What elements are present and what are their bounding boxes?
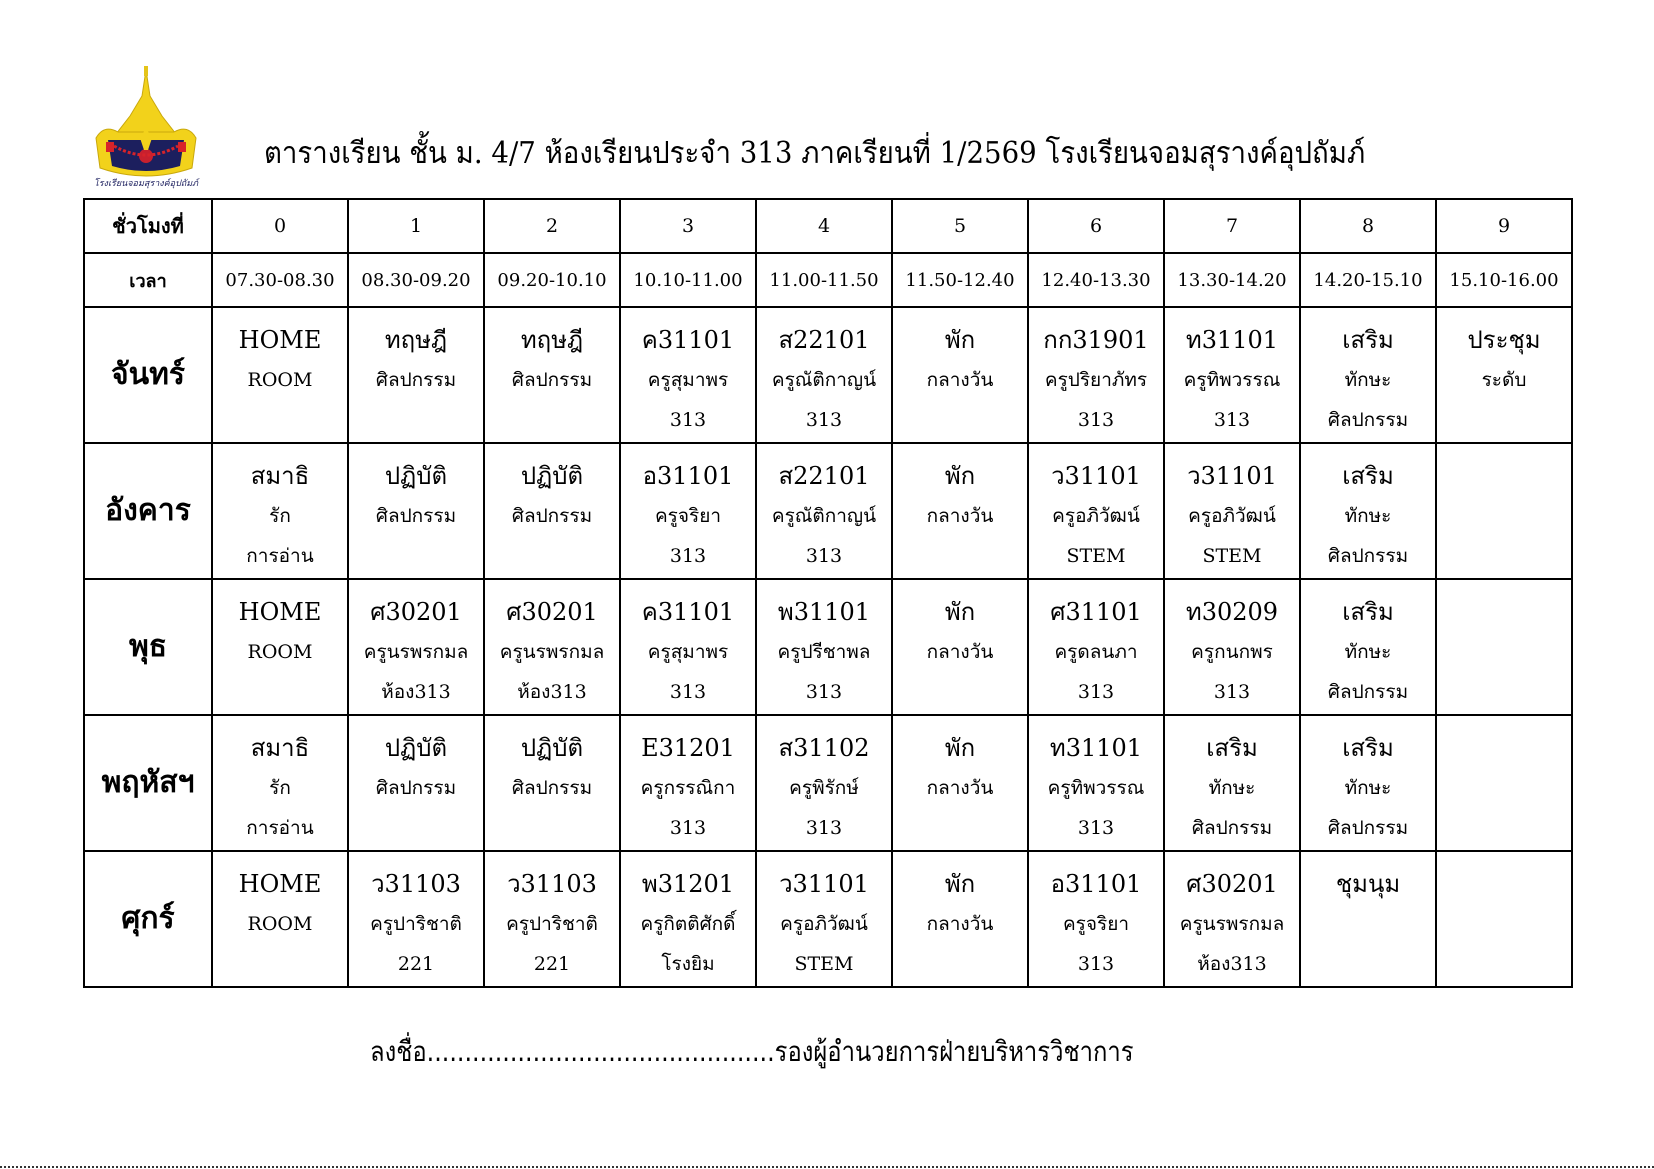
period-number: 0 [212,199,348,253]
subject-code: พ31101 [777,598,871,626]
teacher-name: ครูปรีชาพล [777,641,871,663]
subject-code: อ31101 [642,462,734,490]
teacher-name: กลางวัน [926,777,994,799]
period-number: 5 [892,199,1028,253]
room: STEM [1066,545,1126,567]
room: ห้อง313 [517,681,587,703]
timetable [83,198,1573,988]
subject-code: HOME [238,870,322,898]
schedule-cell [892,851,1028,987]
schedule-cell [1164,307,1300,443]
day-row [84,579,1572,715]
period-number: 4 [756,199,892,253]
signature-line: ลงชื่อ..............................................รองผู้อำนวยการฝ่ายบริหารวิชาการ [370,1035,1134,1068]
time-slot: 10.10-11.00 [620,253,756,307]
teacher-name: กลางวัน [926,505,994,527]
teacher-name: กลางวัน [926,369,994,391]
teacher-name: ROOM [247,641,313,663]
period-number: 8 [1300,199,1436,253]
room: 313 [1213,409,1251,431]
subject-code: ศ30201 [370,598,462,626]
subject-code: ว31103 [507,870,597,898]
subject-code: ส22101 [778,462,870,490]
schedule-cell [756,579,892,715]
teacher-name: ครูปาริชาติ [506,913,598,935]
teacher-name: ศิลปกรรม [511,777,593,799]
subject-code: พัก [944,598,976,626]
time-slot: 12.40-13.30 [1028,253,1164,307]
time-slot: 07.30-08.30 [212,253,348,307]
room: 313 [805,409,843,431]
teacher-name: ครูนรพรกมล [363,641,469,663]
teacher-name: ครูปริยาภัทร [1044,369,1148,391]
time-row [84,253,1572,307]
subject-code: ศ31101 [1050,598,1142,626]
time-slot: 09.20-10.10 [484,253,620,307]
schedule-cell [1164,443,1300,579]
teacher-name: ทักษะ [1344,777,1392,799]
subject-code: เสริม [1206,734,1258,762]
subject-code: ว31103 [371,870,461,898]
schedule-cell [892,443,1028,579]
teacher-name: ทักษะ [1344,505,1392,527]
room: ศิลปกรรม [1191,817,1273,839]
subject-code: ศ30201 [506,598,598,626]
schedule-cell [348,307,484,443]
schedule-cell [1436,579,1572,715]
day-row [84,851,1572,987]
teacher-name: ศิลปกรรม [375,777,457,799]
subject-code: ว31101 [779,870,869,898]
room: 313 [669,681,707,703]
teacher-name: ทักษะ [1208,777,1256,799]
time-slot: 08.30-09.20 [348,253,484,307]
schedule-cell [1164,851,1300,987]
period-header-row [84,199,1572,253]
page-title: ตารางเรียน ชั้น ม. 4/7 ห้องเรียนประจำ 313 ภาคเรียนที่ 1/2569 โรงเรียนจอมสุรางค์อุปถัมภ์ [264,136,1366,171]
schedule-cell [212,443,348,579]
schedule-cell [348,851,484,987]
subject-code: ปฏิบัติ [520,462,584,490]
teacher-name: ครูดลนภา [1054,641,1138,663]
room: STEM [1202,545,1262,567]
schedule-cell [348,715,484,851]
day-name: อังคาร [84,443,212,579]
teacher-name: ครูพิรักษ์ [789,777,859,799]
room: ศิลปกรรม [1327,409,1409,431]
subject-code: ท31101 [1185,326,1279,354]
period-number: 6 [1028,199,1164,253]
period-number: 9 [1436,199,1572,253]
subject-code: ปฏิบัติ [520,734,584,762]
subject-code: ท31101 [1049,734,1143,762]
subject-code: ปฏิบัติ [384,462,448,490]
subject-code: สมาธิ [250,462,310,490]
subject-code: พัก [944,734,976,762]
teacher-name: ศิลปกรรม [375,505,457,527]
subject-code: ประชุม [1467,326,1541,354]
schedule-cell [620,443,756,579]
teacher-name: ทักษะ [1344,641,1392,663]
room: ศิลปกรรม [1327,545,1409,567]
subject-code: พัก [944,326,976,354]
day-row [84,307,1572,443]
teacher-name: ครูกรรณิกา [640,777,736,799]
teacher-name: ครูจริยา [654,505,722,527]
subject-code: ค31101 [641,598,735,626]
subject-code: HOME [238,598,322,626]
bottom-divider [0,1166,1654,1168]
schedule-cell [756,715,892,851]
schedule-cell [484,851,620,987]
schedule-cell [892,579,1028,715]
schedule-cell [1436,307,1572,443]
day-name: พุธ [84,579,212,715]
day-name: ศุกร์ [84,851,212,987]
schedule-cell [756,443,892,579]
teacher-name: ศิลปกรรม [511,505,593,527]
schedule-cell [212,851,348,987]
subject-code: กก31901 [1043,326,1149,354]
schedule-cell [756,307,892,443]
room: 313 [805,681,843,703]
schedule-cell [892,715,1028,851]
schedule-cell [1164,579,1300,715]
room: 313 [1077,817,1115,839]
teacher-name: ROOM [247,913,313,935]
schedule-cell [620,851,756,987]
room: การอ่าน [246,545,314,567]
room: ศิลปกรรม [1327,681,1409,703]
school-logo [84,66,208,190]
subject-code: ปฏิบัติ [384,734,448,762]
teacher-name: กลางวัน [926,913,994,935]
schedule-cell [620,715,756,851]
period-number: 1 [348,199,484,253]
teacher-name: ศิลปกรรม [511,369,593,391]
teacher-name: ครูอภิวัฒน์ [780,913,868,935]
teacher-name: ครูสุมาพร [647,369,729,391]
subject-code: พ31201 [641,870,735,898]
subject-code: E31201 [641,734,735,762]
schedule-cell [620,307,756,443]
time-slot: 15.10-16.00 [1436,253,1572,307]
teacher-name: ครูสุมาพร [647,641,729,663]
schedule-cell [212,715,348,851]
schedule-cell [1300,443,1436,579]
svg-text:โรงเรียนจอมสุรางค์อุปถัมภ์: โรงเรียนจอมสุรางค์อุปถัมภ์ [93,179,199,189]
time-slot: 14.20-15.10 [1300,253,1436,307]
room: การอ่าน [246,817,314,839]
schedule-cell [1028,443,1164,579]
schedule-cell [348,443,484,579]
schedule-cell [756,851,892,987]
day-name: พฤหัสฯ [84,715,212,851]
schedule-cell [1028,307,1164,443]
teacher-name: ครูกนกพร [1191,641,1273,663]
teacher-name: ครูทิพวรรณ [1047,777,1145,799]
subject-code: ว31101 [1187,462,1277,490]
room: 313 [1077,681,1115,703]
teacher-name: ครูอภิวัฒน์ [1052,505,1140,527]
teacher-name: ระดับ [1481,369,1527,391]
subject-code: ชุมนุม [1335,870,1401,898]
teacher-name: ครูจริยา [1062,913,1130,935]
subject-code: เสริม [1342,462,1394,490]
room: STEM [794,953,854,975]
schedule-cell [620,579,756,715]
schedule-cell [1028,715,1164,851]
teacher-name: ครูณัติกาญน์ [771,369,877,391]
schedule-cell [484,715,620,851]
schedule-cell [1300,307,1436,443]
teacher-name: ครูทิพวรรณ [1183,369,1281,391]
subject-code: ส22101 [778,326,870,354]
subject-code: ส31102 [778,734,870,762]
schedule-cell [1436,443,1572,579]
day-name: จันทร์ [84,307,212,443]
schedule-cell [484,443,620,579]
schedule-cell [484,579,620,715]
schedule-cell [348,579,484,715]
schedule-cell [212,579,348,715]
room: 313 [1077,953,1115,975]
teacher-name: ROOM [247,369,313,391]
subject-code: สมาธิ [250,734,310,762]
subject-code: ทฤษฎี [384,326,448,354]
room: 313 [805,545,843,567]
subject-code: ศ30201 [1186,870,1278,898]
day-row [84,715,1572,851]
subject-code: ว31101 [1051,462,1141,490]
period-label: ชั่วโมงที่ [84,199,212,253]
period-number: 2 [484,199,620,253]
subject-code: เสริม [1342,734,1394,762]
teacher-name: ทักษะ [1344,369,1392,391]
schedule-cell [1300,851,1436,987]
room: 313 [669,545,707,567]
room: 313 [1077,409,1115,431]
period-number: 3 [620,199,756,253]
subject-code: ท30209 [1185,598,1279,626]
subject-code: พัก [944,462,976,490]
teacher-name: ครูนรพรกมล [499,641,605,663]
room: 313 [1213,681,1251,703]
teacher-name: รัก [269,505,291,527]
schedule-cell [1300,579,1436,715]
teacher-name: ครูอภิวัฒน์ [1188,505,1276,527]
schedule-cell [1164,715,1300,851]
time-slot: 13.30-14.20 [1164,253,1300,307]
schedule-cell [1436,851,1572,987]
teacher-name: กลางวัน [926,641,994,663]
room: ห้อง313 [381,681,451,703]
room: โรงยิม [661,953,715,975]
subject-code: เสริม [1342,326,1394,354]
room: 313 [805,817,843,839]
teacher-name: รัก [269,777,291,799]
teacher-name: ครูกิตติศักดิ์ [640,913,736,935]
period-number: 7 [1164,199,1300,253]
time-slot: 11.00-11.50 [756,253,892,307]
schedule-cell [1028,579,1164,715]
schedule-cell [212,307,348,443]
schedule-cell [1436,715,1572,851]
room: 313 [669,409,707,431]
teacher-name: ครูนรพรกมล [1179,913,1285,935]
schedule-cell [1300,715,1436,851]
room: 221 [397,953,435,975]
time-slot: 11.50-12.40 [892,253,1028,307]
room: ศิลปกรรม [1327,817,1409,839]
subject-code: ค31101 [641,326,735,354]
teacher-name: ครูณัติกาญน์ [771,505,877,527]
subject-code: พัก [944,870,976,898]
schedule-cell [484,307,620,443]
subject-code: อ31101 [1050,870,1142,898]
subject-code: HOME [238,326,322,354]
day-row [84,443,1572,579]
schedule-cell [1028,851,1164,987]
subject-code: เสริม [1342,598,1394,626]
time-label: เวลา [84,253,212,307]
teacher-name: ศิลปกรรม [375,369,457,391]
teacher-name: ครูปาริชาติ [370,913,462,935]
room: 221 [533,953,571,975]
room: ห้อง313 [1197,953,1267,975]
schedule-cell [892,307,1028,443]
subject-code: ทฤษฎี [520,326,584,354]
room: 313 [669,817,707,839]
